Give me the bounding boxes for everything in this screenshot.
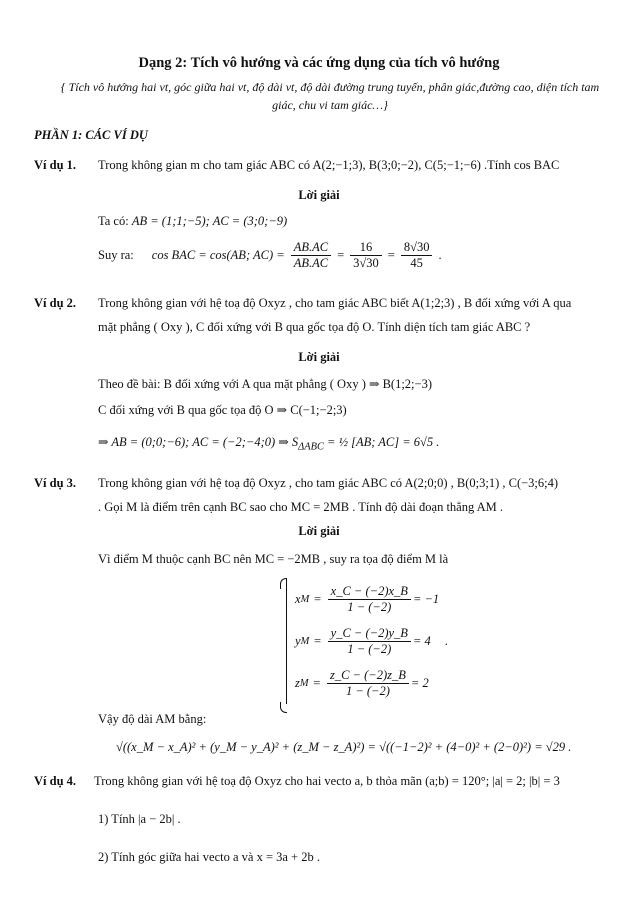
fraction-numerator: x_C − (−2)x_B [328, 584, 411, 600]
fraction-numerator: AB.AC [291, 240, 331, 256]
example-3-solution-label: Lời giải [298, 524, 340, 538]
fraction-numerator: 8√30 [401, 240, 433, 256]
fraction-denominator: AB.AC [293, 256, 329, 270]
example-1-label: Ví dụ 1. [34, 158, 77, 172]
example-1-step-1 [98, 214, 287, 229]
example-3-label: Ví dụ 3. [34, 476, 77, 490]
example-2-step-1: Theo đề bài: B đối xứng với A qua mặt phẳng ( Oxy ) ⇒ B(1;2;−3) [98, 377, 432, 391]
row-result: = −1 [412, 591, 440, 606]
fraction-numerator: y_C − (−2)y_B [328, 626, 411, 642]
system-trailing-period: . [444, 633, 448, 648]
coordinate-system [286, 578, 448, 704]
fraction-denominator: 1 − (−2) [345, 683, 390, 698]
fraction-denominator: 1 − (−2) [347, 599, 392, 614]
row-fraction [328, 584, 411, 615]
example-3-step-2: Vậy độ dài AM bằng: [98, 712, 207, 726]
fraction-denominator: 1 − (−2) [347, 641, 392, 656]
example-2-step-2: C đối xứng với B qua gốc tọa độ O ⇒ C(−1;−2;3) [98, 403, 347, 417]
row-result: = 4 [412, 633, 431, 648]
example-1-step-2: Suy ra: cos BAC = cos(AB; AC) = $\frac{AB.AC}{AB.AC}$ = $\frac{16}{3√30}$ = $\frac{8√30}{45}$ . [98, 240, 442, 270]
row-fraction [327, 668, 409, 699]
system-row-y: y M = $\frac{y\_C - (-2)y\_B}{1 - (-2)}$ = 4 . [295, 625, 448, 656]
system-row-x: x M = $\frac{x\_C - (-2)x\_B}{1 - (-2)}$ = −1 [295, 583, 440, 614]
example-2-solution-label: Lời giải [298, 350, 340, 364]
fraction-numerator: 16 [350, 240, 382, 256]
area-subscript: ΔABC [298, 441, 324, 453]
fraction-denominator: 45 [410, 256, 423, 270]
example-2-prompt-line-1: Trong không gian với hệ toạ độ Oxyz , cho tam giác ABC biết A(1;2;3) , B đối xứng với A qua [98, 296, 572, 310]
row-variable: x [295, 591, 301, 606]
example-3-prompt-line-2: . Gọi M là điểm trên cạnh BC sao cho MC = 2MB . Tính độ dài đoạn thẳng AM . [98, 500, 504, 514]
example-2-prompt-line-2: mặt phẳng ( Oxy ), C đối xứng với B qua gốc tọa độ O. Tính diện tích tam giác ABC ? [98, 320, 531, 334]
example-3-step-1: Vì điểm M thuộc cạnh BC nên MC = −2MB , suy ra tọa độ điểm M là [98, 552, 449, 566]
example-4-item-1: 1) Tính |a − 2b| . [98, 812, 181, 826]
example-3-prompt-line-1: Trong không gian với hệ toạ độ Oxyz , cho tam giác ABC có A(2;0;0) , B(0;3;1) , C(−3;6;4) [98, 476, 559, 490]
example-3-step-3: √((x_M − x_A)² + (y_M − y_A)² + (z_M − z_A)²) = √((−1−2)² + (4−0)² + (2−0)²) = √29 . [116, 740, 572, 754]
fraction-numerator: z_C − (−2)z_B [327, 668, 409, 684]
step-formula-result: = ½ [AB; AC] = 6√5 . [327, 435, 440, 449]
example-4-label: Ví dụ 4. [34, 774, 77, 788]
section-heading: PHẦN 1: CÁC VÍ DỤ [34, 128, 148, 142]
document-title: Dạng 2: Tích vô hướng và các ứng dụng của tích vô hướng [138, 55, 500, 71]
example-2-label: Ví dụ 2. [34, 296, 77, 310]
row-result: = 2 [410, 675, 429, 690]
row-subscript: M [300, 593, 310, 605]
row-variable: z [295, 675, 300, 690]
system-row-z: z M = $\frac{z\_C - (-2)z\_B}{1 - (-2)}$ = 2 [295, 667, 429, 698]
example-4-prompt: Trong không gian với hệ toạ độ Oxyz cho hai vecto a, b thỏa mãn (a;b) = 120°; |a| = 2; |b| = 3 [94, 774, 560, 788]
example-1-prompt: Trong không gian m cho tam giác ABC có A(2;−1;3), B(3;0;−2), C(5;−1;−6) .Tính cos BAC [98, 158, 560, 172]
row-fraction [328, 626, 411, 657]
example-4-item-2: 2) Tính góc giữa hai vecto a và x = 3a + 2b . [98, 850, 320, 864]
row-variable: y [295, 633, 301, 648]
fraction-result [401, 240, 433, 271]
step-formula: ⇒ AB = (0;0;−6); AC = (−2;−4;0) ⇒ S [98, 435, 299, 449]
step-prefix: Ta có: [98, 214, 129, 228]
example-1-solution-label: Lời giải [298, 188, 340, 202]
example-2-step-3 [98, 434, 439, 453]
document-subtitle: { Tích vô hướng hai vt, góc giữa hai vt, độ dài vt, độ dài đường trung tuyến, phân giác,đường cao, diện tích tam giác, chu vi tam giác…} [60, 80, 600, 112]
fraction-value [350, 240, 382, 271]
step-prefix: Suy ra: [98, 248, 134, 262]
step-formula: AB = (1;1;−5); AC = (3;0;−9) [131, 214, 288, 228]
fraction-dot-over-magnitudes [291, 240, 331, 271]
fraction-denominator: 3√30 [353, 256, 379, 270]
row-subscript: M [299, 677, 309, 689]
row-subscript: M [300, 635, 310, 647]
step-formula: cos BAC = cos(AB; AC) = [151, 248, 285, 262]
